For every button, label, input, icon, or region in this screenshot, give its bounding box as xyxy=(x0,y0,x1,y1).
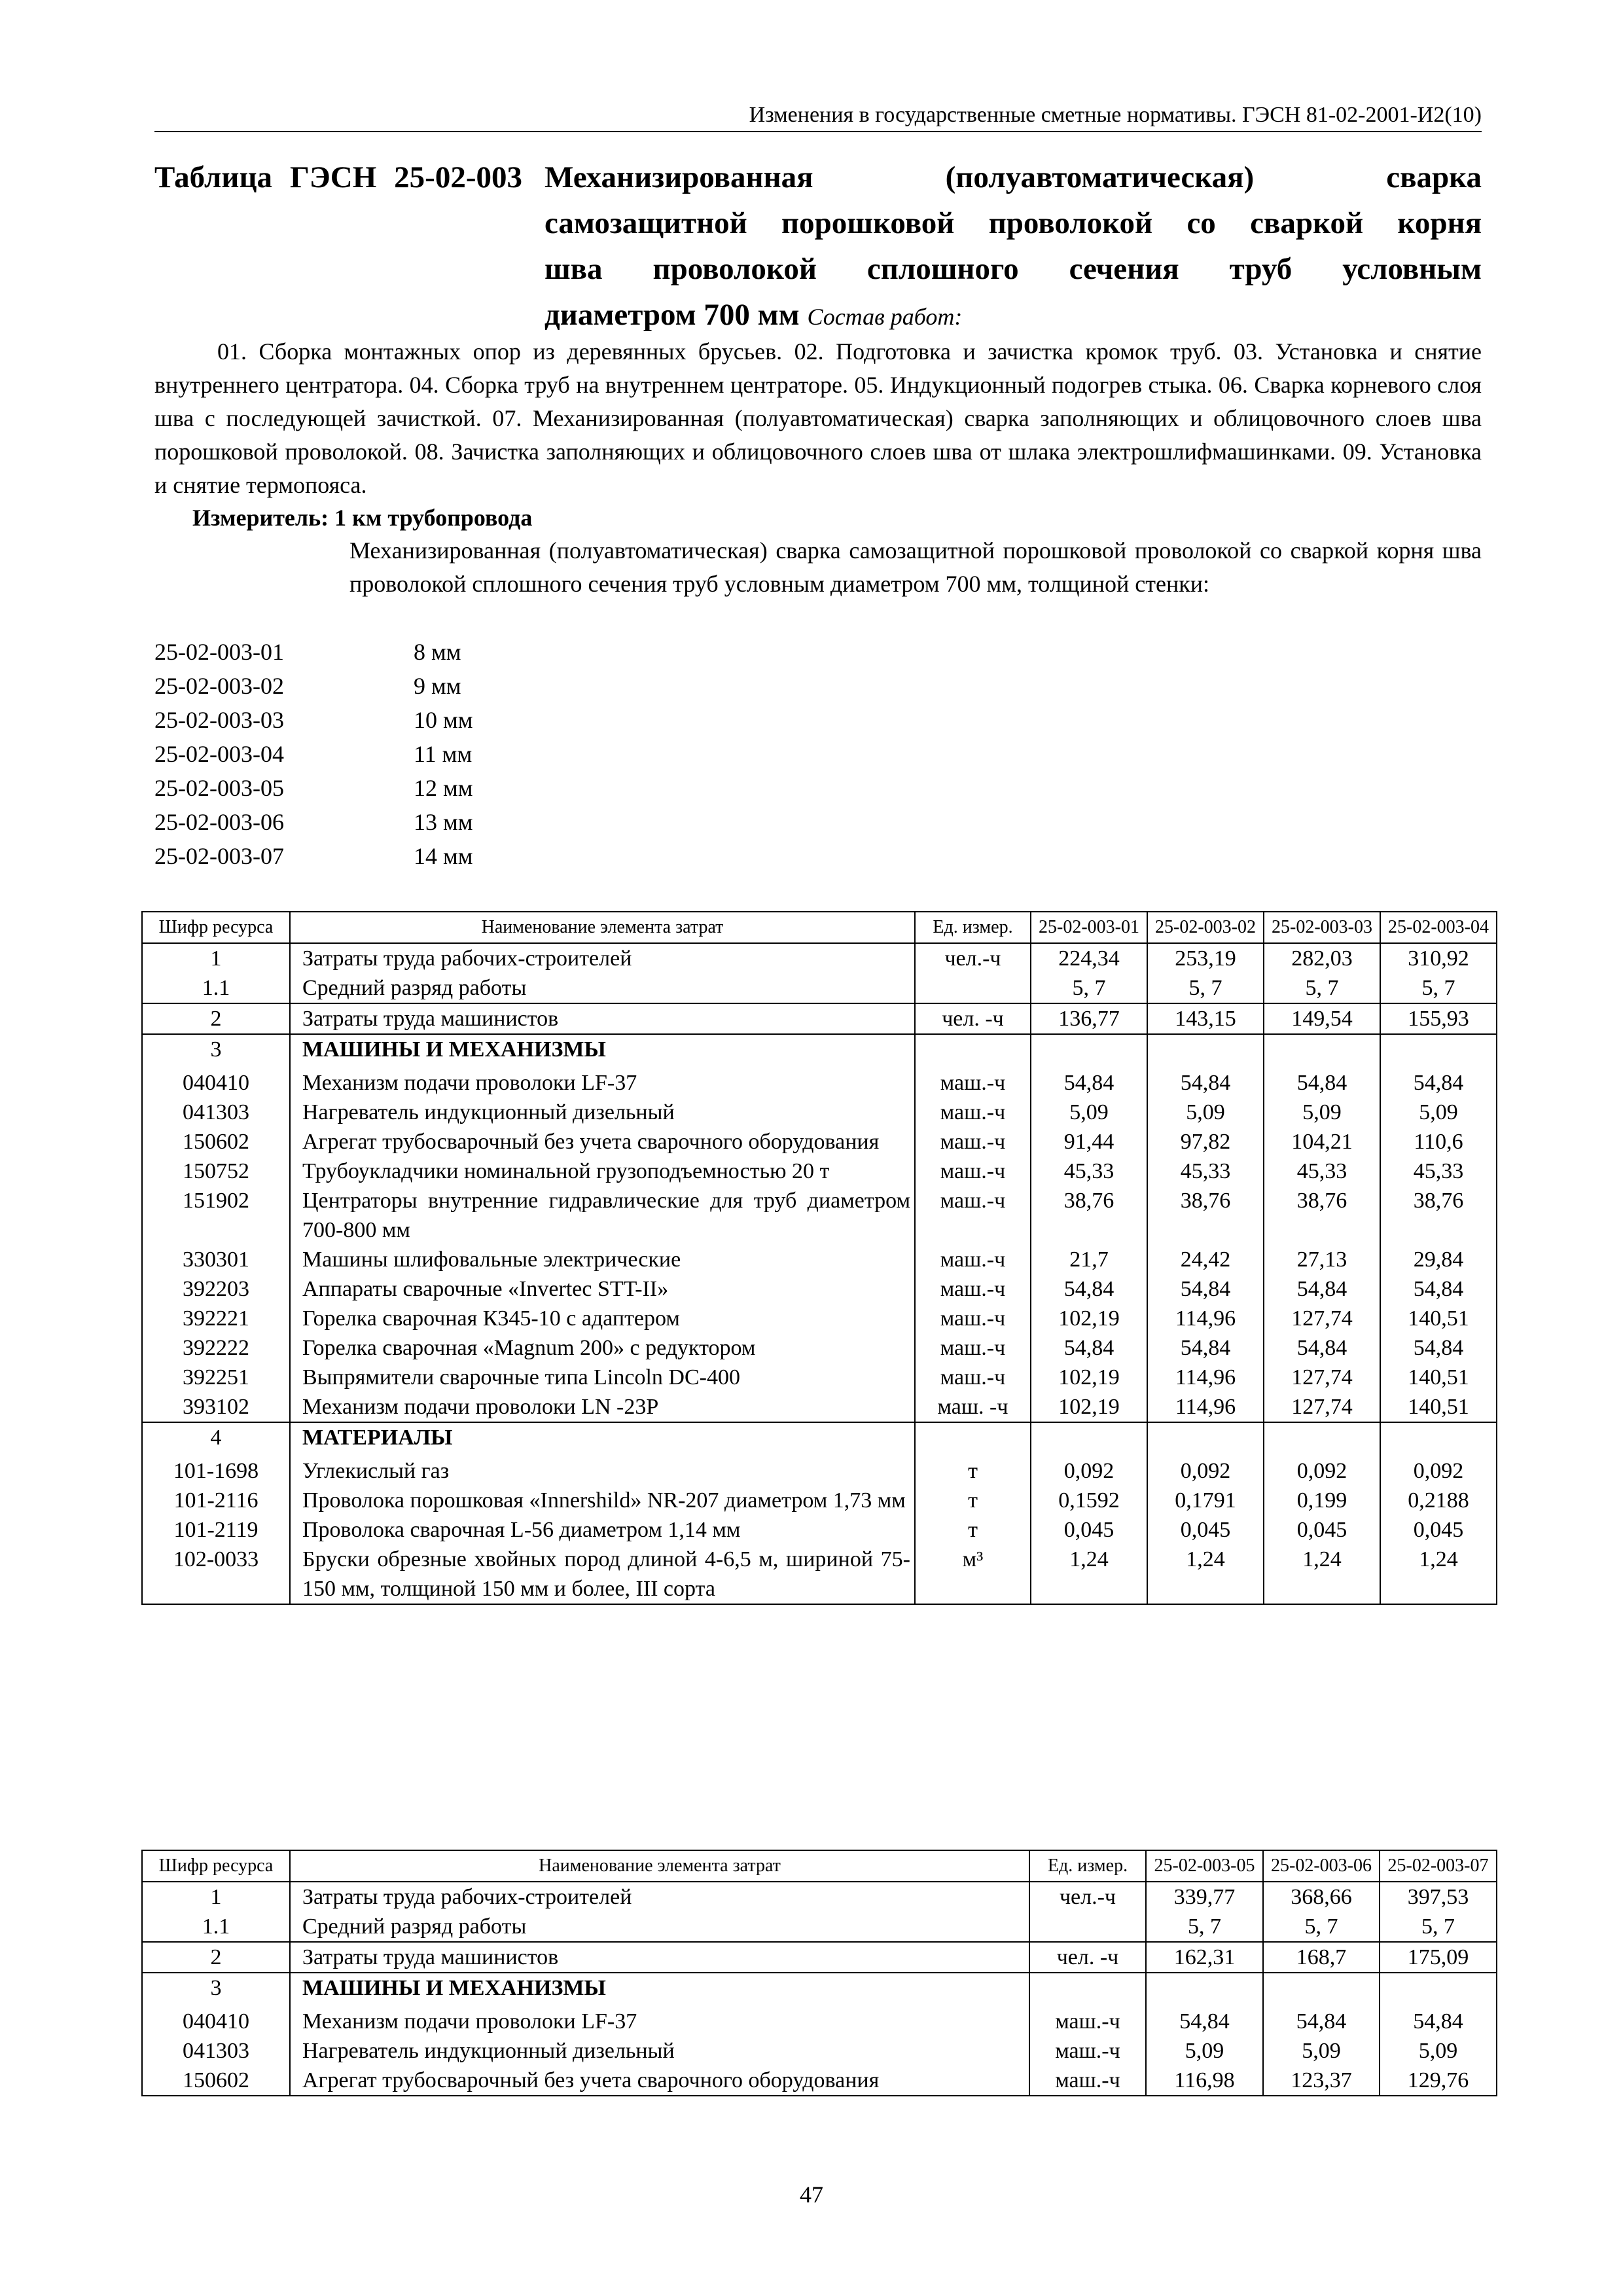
resource-unit xyxy=(915,973,1031,1003)
header-unit: Ед. измер. xyxy=(915,912,1031,943)
header-col: 25-02-003-01 xyxy=(1031,912,1147,943)
resource-unit: маш.-ч xyxy=(915,1127,1031,1157)
composition-label: Состав работ: xyxy=(807,304,963,330)
resource-value: 5, 7 xyxy=(1146,1912,1263,1942)
resource-unit xyxy=(1029,1912,1146,1942)
resource-value: 0,1592 xyxy=(1031,1486,1147,1515)
resource-name: Проволока сварочная L-56 диаметром 1,14 мм xyxy=(290,1515,915,1545)
table-row xyxy=(142,1064,1497,1098)
resource-name: МАШИНЫ И МЕХАНИЗМЫ xyxy=(290,1973,1029,2003)
table-row xyxy=(142,1003,1497,1034)
table-row xyxy=(142,1452,1497,1486)
resource-code: 2 xyxy=(142,1942,290,1973)
resource-value: 310,92 xyxy=(1380,943,1497,973)
resource-name: Затраты труда рабочих-строителей xyxy=(290,943,915,973)
resource-unit: чел.-ч xyxy=(1029,1882,1146,1912)
resource-code: 102-0033 xyxy=(142,1545,290,1604)
resource-value xyxy=(1380,1034,1497,1064)
resource-name: Машины шлифовальные электрические xyxy=(290,1245,915,1274)
resource-code: 101-1698 xyxy=(142,1452,290,1486)
resource-code: 101-2119 xyxy=(142,1515,290,1545)
resource-code: 041303 xyxy=(142,2036,290,2066)
title-line-3: шва проволокой сплошного сечения труб условным xyxy=(544,252,1482,286)
resource-code: 392203 xyxy=(142,1274,290,1304)
table-row xyxy=(142,2003,1497,2036)
resource-value: 5,09 xyxy=(1146,2036,1263,2066)
resource-value xyxy=(1264,1422,1380,1452)
resource-value: 45,33 xyxy=(1031,1157,1147,1186)
resource-value: 0,092 xyxy=(1147,1452,1264,1486)
resource-name: Средний разряд работы xyxy=(290,973,915,1003)
resource-unit: чел. -ч xyxy=(1029,1942,1146,1973)
table-row xyxy=(142,973,1497,1003)
resource-name: Выпрямители сварочные типа Lincoln DC-400 xyxy=(290,1363,915,1392)
table-row xyxy=(142,1098,1497,1127)
resource-value: 5,09 xyxy=(1380,2036,1497,2066)
resource-value: 54,84 xyxy=(1146,2003,1263,2036)
resource-value: 129,76 xyxy=(1380,2066,1497,2096)
resource-code: 150752 xyxy=(142,1157,290,1186)
resource-name: Горелка сварочная К345-10 с адаптером xyxy=(290,1304,915,1333)
table-row xyxy=(142,1486,1497,1515)
table-row xyxy=(142,1882,1497,1912)
resource-code: 151902 xyxy=(142,1186,290,1245)
resource-value: 140,51 xyxy=(1380,1363,1497,1392)
resource-value: 339,77 xyxy=(1146,1882,1263,1912)
resource-value: 162,31 xyxy=(1146,1942,1263,1973)
page-number: 47 xyxy=(800,2181,823,2208)
resource-value: 0,199 xyxy=(1264,1486,1380,1515)
resource-value: 45,33 xyxy=(1147,1157,1264,1186)
resource-value: 21,7 xyxy=(1031,1245,1147,1274)
resource-value: 38,76 xyxy=(1031,1186,1147,1245)
resource-value: 123,37 xyxy=(1263,2066,1380,2096)
header-unit: Ед. измер. xyxy=(1029,1850,1146,1882)
resource-table-1 xyxy=(141,911,1497,1605)
resource-value xyxy=(1147,1422,1264,1452)
resource-unit: маш.-ч xyxy=(1029,2003,1146,2036)
resource-name: Центраторы внутренние гидравлические для труб диаметром 700-800 мм xyxy=(290,1186,915,1245)
resource-table-2 xyxy=(141,1850,1497,2096)
resource-name: Углекислый газ xyxy=(290,1452,915,1486)
resource-name: Аппараты сварочные «Invertec STT-II» xyxy=(290,1274,915,1304)
table-row xyxy=(142,2066,1497,2096)
code-row: 25-02-003-06 13 мм xyxy=(154,809,473,835)
table-row xyxy=(142,1186,1497,1245)
resource-name: Горелка сварочная «Magnum 200» с редуктором xyxy=(290,1333,915,1363)
resource-value: 5,09 xyxy=(1380,1098,1497,1127)
resource-value: 54,84 xyxy=(1031,1064,1147,1098)
resource-value: 29,84 xyxy=(1380,1245,1497,1274)
resource-value: 102,19 xyxy=(1031,1304,1147,1333)
measure-unit: Измеритель: 1 км трубопровода xyxy=(192,505,533,531)
resource-value: 5,09 xyxy=(1031,1098,1147,1127)
resource-code: 1 xyxy=(142,1882,290,1912)
resource-value: 91,44 xyxy=(1031,1127,1147,1157)
resource-name: Механизм подачи проволоки LF-37 xyxy=(290,2003,1029,2036)
resource-unit xyxy=(915,1422,1031,1452)
resource-value: 149,54 xyxy=(1264,1003,1380,1034)
code-row: 25-02-003-02 9 мм xyxy=(154,673,461,699)
code-row: 25-02-003-07 14 мм xyxy=(154,843,473,869)
resource-code: 3 xyxy=(142,1973,290,2003)
title-lead: Таблица ГЭСН 25-02-003 xyxy=(154,160,522,194)
table-row xyxy=(142,1515,1497,1545)
table-row xyxy=(142,943,1497,973)
resource-value: 127,74 xyxy=(1264,1363,1380,1392)
resource-unit: маш.-ч xyxy=(915,1304,1031,1333)
resource-code: 1.1 xyxy=(142,1912,290,1942)
resource-value: 0,045 xyxy=(1264,1515,1380,1545)
resource-name: Агрегат трубосварочный без учета сварочного оборудования xyxy=(290,1127,915,1157)
table-row xyxy=(142,1274,1497,1304)
resource-unit xyxy=(1029,1973,1146,2003)
resource-value: 0,2188 xyxy=(1380,1486,1497,1515)
table-row xyxy=(142,1304,1497,1333)
resource-value: 27,13 xyxy=(1264,1245,1380,1274)
table-row xyxy=(142,1392,1497,1422)
code-row: 25-02-003-05 12 мм xyxy=(154,775,473,801)
resource-value: 224,34 xyxy=(1031,943,1147,973)
resource-code: 101-2116 xyxy=(142,1486,290,1515)
resource-value: 54,84 xyxy=(1147,1064,1264,1098)
resource-name: МАТЕРИАЛЫ xyxy=(290,1422,915,1452)
resource-value xyxy=(1146,1973,1263,2003)
resource-value: 5, 7 xyxy=(1380,973,1497,1003)
works-composition: 01. Сборка монтажных опор из деревянных брусьев. 02. Подготовка и зачистка кромок труб. 03. Установка и снятие внутреннего центратора. 04. Сборка труб на внутреннем центраторе. 05. Индукционный подогрев стыка. 06. Сварка корневого слоя шва с последующей зачисткой. 07. Механизированная (полуавтоматическая) сварка заполняющих и облицовочного слоев шва порошковой проволокой. 08. Зачистка заполняющих и облицовочного слоев шва от шлака электрошлифмашинками. 09. Установка и снятие термопояса. xyxy=(154,338,1482,498)
table-row xyxy=(142,1545,1497,1604)
resource-value: 54,84 xyxy=(1380,1064,1497,1098)
resource-value: 38,76 xyxy=(1264,1186,1380,1245)
resource-value: 0,092 xyxy=(1031,1452,1147,1486)
resource-value: 102,19 xyxy=(1031,1392,1147,1422)
table-row xyxy=(142,1912,1497,1942)
resource-value xyxy=(1380,1973,1497,2003)
table-row xyxy=(142,2036,1497,2066)
resource-code: 3 xyxy=(142,1034,290,1064)
resource-value: 0,092 xyxy=(1264,1452,1380,1486)
title-line-1: Механизированная (полуавтоматическая) сварка xyxy=(544,160,1482,194)
resource-name: Затраты труда машинистов xyxy=(290,1003,915,1034)
norm-description: Механизированная (полуавтоматическая) сварка самозащитной порошковой проволокой со сваркой корня шва проволокой сплошного сечения труб условным диаметром 700 мм, толщиной стенки: xyxy=(349,537,1482,597)
resource-unit: маш.-ч xyxy=(915,1186,1031,1245)
resource-unit: т xyxy=(915,1486,1031,1515)
resource-value: 24,42 xyxy=(1147,1245,1264,1274)
resource-value xyxy=(1264,1034,1380,1064)
table-row xyxy=(142,1363,1497,1392)
resource-unit: чел. -ч xyxy=(915,1003,1031,1034)
resource-value: 368,66 xyxy=(1263,1882,1380,1912)
title-line-2: самозащитной порошковой проволокой со сваркой корня xyxy=(544,206,1482,240)
table-row xyxy=(142,1422,1497,1452)
resource-code: 1 xyxy=(142,943,290,973)
resource-value: 0,045 xyxy=(1380,1515,1497,1545)
resource-value: 54,84 xyxy=(1263,2003,1380,2036)
resource-value: 0,045 xyxy=(1147,1515,1264,1545)
resource-code: 4 xyxy=(142,1422,290,1452)
header-col: 25-02-003-06 xyxy=(1263,1850,1380,1882)
resource-value: 1,24 xyxy=(1147,1545,1264,1604)
resource-name: Агрегат трубосварочный без учета сварочного оборудования xyxy=(290,2066,1029,2096)
resource-value: 175,09 xyxy=(1380,1942,1497,1973)
table-header xyxy=(142,912,1497,943)
header-col: 25-02-003-02 xyxy=(1147,912,1264,943)
resource-unit: маш.-ч xyxy=(915,1363,1031,1392)
resource-unit: т xyxy=(915,1452,1031,1486)
table-row xyxy=(142,1942,1497,1973)
resource-value: 54,84 xyxy=(1031,1333,1147,1363)
table-row xyxy=(142,1973,1497,2003)
resource-value: 282,03 xyxy=(1264,943,1380,973)
resource-value: 54,84 xyxy=(1380,2003,1497,2036)
header-col: 25-02-003-04 xyxy=(1380,912,1497,943)
table-row xyxy=(142,1034,1497,1064)
header-name: Наименование элемента затрат xyxy=(290,912,915,943)
resource-value: 38,76 xyxy=(1147,1186,1264,1245)
resource-value: 0,092 xyxy=(1380,1452,1497,1486)
resource-unit: чел.-ч xyxy=(915,943,1031,973)
resource-name: Трубоукладчики номинальной грузоподъемностью 20 т xyxy=(290,1157,915,1186)
resource-value: 54,84 xyxy=(1264,1064,1380,1098)
resource-value xyxy=(1380,1422,1497,1452)
resource-code: 1.1 xyxy=(142,973,290,1003)
resource-value: 38,76 xyxy=(1380,1186,1497,1245)
resource-value: 114,96 xyxy=(1147,1304,1264,1333)
resource-value: 143,15 xyxy=(1147,1003,1264,1034)
resource-value: 5,09 xyxy=(1147,1098,1264,1127)
resource-value: 140,51 xyxy=(1380,1304,1497,1333)
resource-value: 168,7 xyxy=(1263,1942,1380,1973)
resource-value: 127,74 xyxy=(1264,1392,1380,1422)
resource-name: Затраты труда рабочих-строителей xyxy=(290,1882,1029,1912)
resource-value: 140,51 xyxy=(1380,1392,1497,1422)
resource-value: 0,045 xyxy=(1031,1515,1147,1545)
resource-value: 104,21 xyxy=(1264,1127,1380,1157)
resource-value: 136,77 xyxy=(1031,1003,1147,1034)
resource-value xyxy=(1263,1973,1380,2003)
resource-code: 041303 xyxy=(142,1098,290,1127)
resource-value: 5,09 xyxy=(1264,1098,1380,1127)
header-code: Шифр ресурса xyxy=(142,1850,290,1882)
resource-unit: маш.-ч xyxy=(1029,2066,1146,2096)
resource-code: 040410 xyxy=(142,1064,290,1098)
resource-value: 116,98 xyxy=(1146,2066,1263,2096)
resource-value: 110,6 xyxy=(1380,1127,1497,1157)
table-title xyxy=(154,154,1482,340)
table-row xyxy=(142,1127,1497,1157)
resource-unit: маш.-ч xyxy=(915,1274,1031,1304)
resource-value: 127,74 xyxy=(1264,1304,1380,1333)
resource-name: Механизм подачи проволоки LN -23P xyxy=(290,1392,915,1422)
resource-value: 5, 7 xyxy=(1264,973,1380,1003)
resource-code: 392222 xyxy=(142,1333,290,1363)
resource-unit: маш.-ч xyxy=(915,1064,1031,1098)
resource-value: 397,53 xyxy=(1380,1882,1497,1912)
resource-unit: т xyxy=(915,1515,1031,1545)
code-row: 25-02-003-04 11 мм xyxy=(154,741,473,767)
code-row: 25-02-003-01 8 мм xyxy=(154,639,461,665)
resource-name: Нагреватель индукционный дизельный xyxy=(290,1098,915,1127)
resource-unit: маш.-ч xyxy=(915,1333,1031,1363)
resource-value: 5, 7 xyxy=(1147,973,1264,1003)
resource-value: 97,82 xyxy=(1147,1127,1264,1157)
resource-value: 5, 7 xyxy=(1380,1912,1497,1942)
resource-code: 330301 xyxy=(142,1245,290,1274)
resource-code: 150602 xyxy=(142,2066,290,2096)
resource-unit xyxy=(915,1034,1031,1064)
resource-value: 54,84 xyxy=(1147,1333,1264,1363)
resource-code: 392221 xyxy=(142,1304,290,1333)
code-row: 25-02-003-03 10 мм xyxy=(154,707,473,733)
resource-value: 54,84 xyxy=(1264,1274,1380,1304)
resource-name: Проволока порошковая «Innershild» NR-207 диаметром 1,73 мм xyxy=(290,1486,915,1515)
resource-value: 5, 7 xyxy=(1031,973,1147,1003)
resource-value: 1,24 xyxy=(1264,1545,1380,1604)
resource-name: МАШИНЫ И МЕХАНИЗМЫ xyxy=(290,1034,915,1064)
resource-name: Механизм подачи проволоки LF-37 xyxy=(290,1064,915,1098)
resource-unit: маш.-ч xyxy=(915,1157,1031,1186)
resource-code: 040410 xyxy=(142,2003,290,2036)
resource-value: 54,84 xyxy=(1380,1274,1497,1304)
table-header xyxy=(142,1850,1497,1882)
resource-code: 2 xyxy=(142,1003,290,1034)
header-col: 25-02-003-05 xyxy=(1146,1850,1263,1882)
code-list xyxy=(154,635,473,873)
resource-code: 150602 xyxy=(142,1127,290,1157)
resource-code: 393102 xyxy=(142,1392,290,1422)
table-row xyxy=(142,1157,1497,1186)
resource-value: 102,19 xyxy=(1031,1363,1147,1392)
resource-name: Бруски обрезные хвойных пород длиной 4-6,5 м, шириной 75-150 мм, толщиной 150 мм и более, III сорта xyxy=(290,1545,915,1604)
resource-name: Нагреватель индукционный дизельный xyxy=(290,2036,1029,2066)
resource-name: Средний разряд работы xyxy=(290,1912,1029,1942)
running-header: Изменения в государственные сметные нормативы. ГЭСН 81-02-2001-И2(10) xyxy=(154,101,1482,132)
table-row xyxy=(142,1333,1497,1363)
resource-value: 5,09 xyxy=(1263,2036,1380,2066)
resource-value: 45,33 xyxy=(1380,1157,1497,1186)
resource-value: 253,19 xyxy=(1147,943,1264,973)
resource-unit: м³ xyxy=(915,1545,1031,1604)
resource-value xyxy=(1031,1422,1147,1452)
resource-value: 0,1791 xyxy=(1147,1486,1264,1515)
resource-value: 114,96 xyxy=(1147,1392,1264,1422)
resource-value: 54,84 xyxy=(1380,1333,1497,1363)
resource-code: 392251 xyxy=(142,1363,290,1392)
header-code: Шифр ресурса xyxy=(142,912,290,943)
resource-unit: маш.-ч xyxy=(1029,2036,1146,2066)
resource-value xyxy=(1031,1034,1147,1064)
resource-unit: маш. -ч xyxy=(915,1392,1031,1422)
header-col: 25-02-003-07 xyxy=(1380,1850,1497,1882)
resource-value: 1,24 xyxy=(1380,1545,1497,1604)
resource-value: 1,24 xyxy=(1031,1545,1147,1604)
resource-unit: маш.-ч xyxy=(915,1098,1031,1127)
title-line-4: диаметром 700 мм Состав работ: xyxy=(544,298,963,332)
header-name: Наименование элемента затрат xyxy=(290,1850,1029,1882)
resource-value: 114,96 xyxy=(1147,1363,1264,1392)
resource-value: 54,84 xyxy=(1031,1274,1147,1304)
header-col: 25-02-003-03 xyxy=(1264,912,1380,943)
resource-value: 155,93 xyxy=(1380,1003,1497,1034)
resource-value xyxy=(1147,1034,1264,1064)
resource-value: 5, 7 xyxy=(1263,1912,1380,1942)
resource-value: 54,84 xyxy=(1147,1274,1264,1304)
resource-value: 54,84 xyxy=(1264,1333,1380,1363)
table-row xyxy=(142,1245,1497,1274)
resource-name: Затраты труда машинистов xyxy=(290,1942,1029,1973)
resource-unit: маш.-ч xyxy=(915,1245,1031,1274)
resource-value: 45,33 xyxy=(1264,1157,1380,1186)
